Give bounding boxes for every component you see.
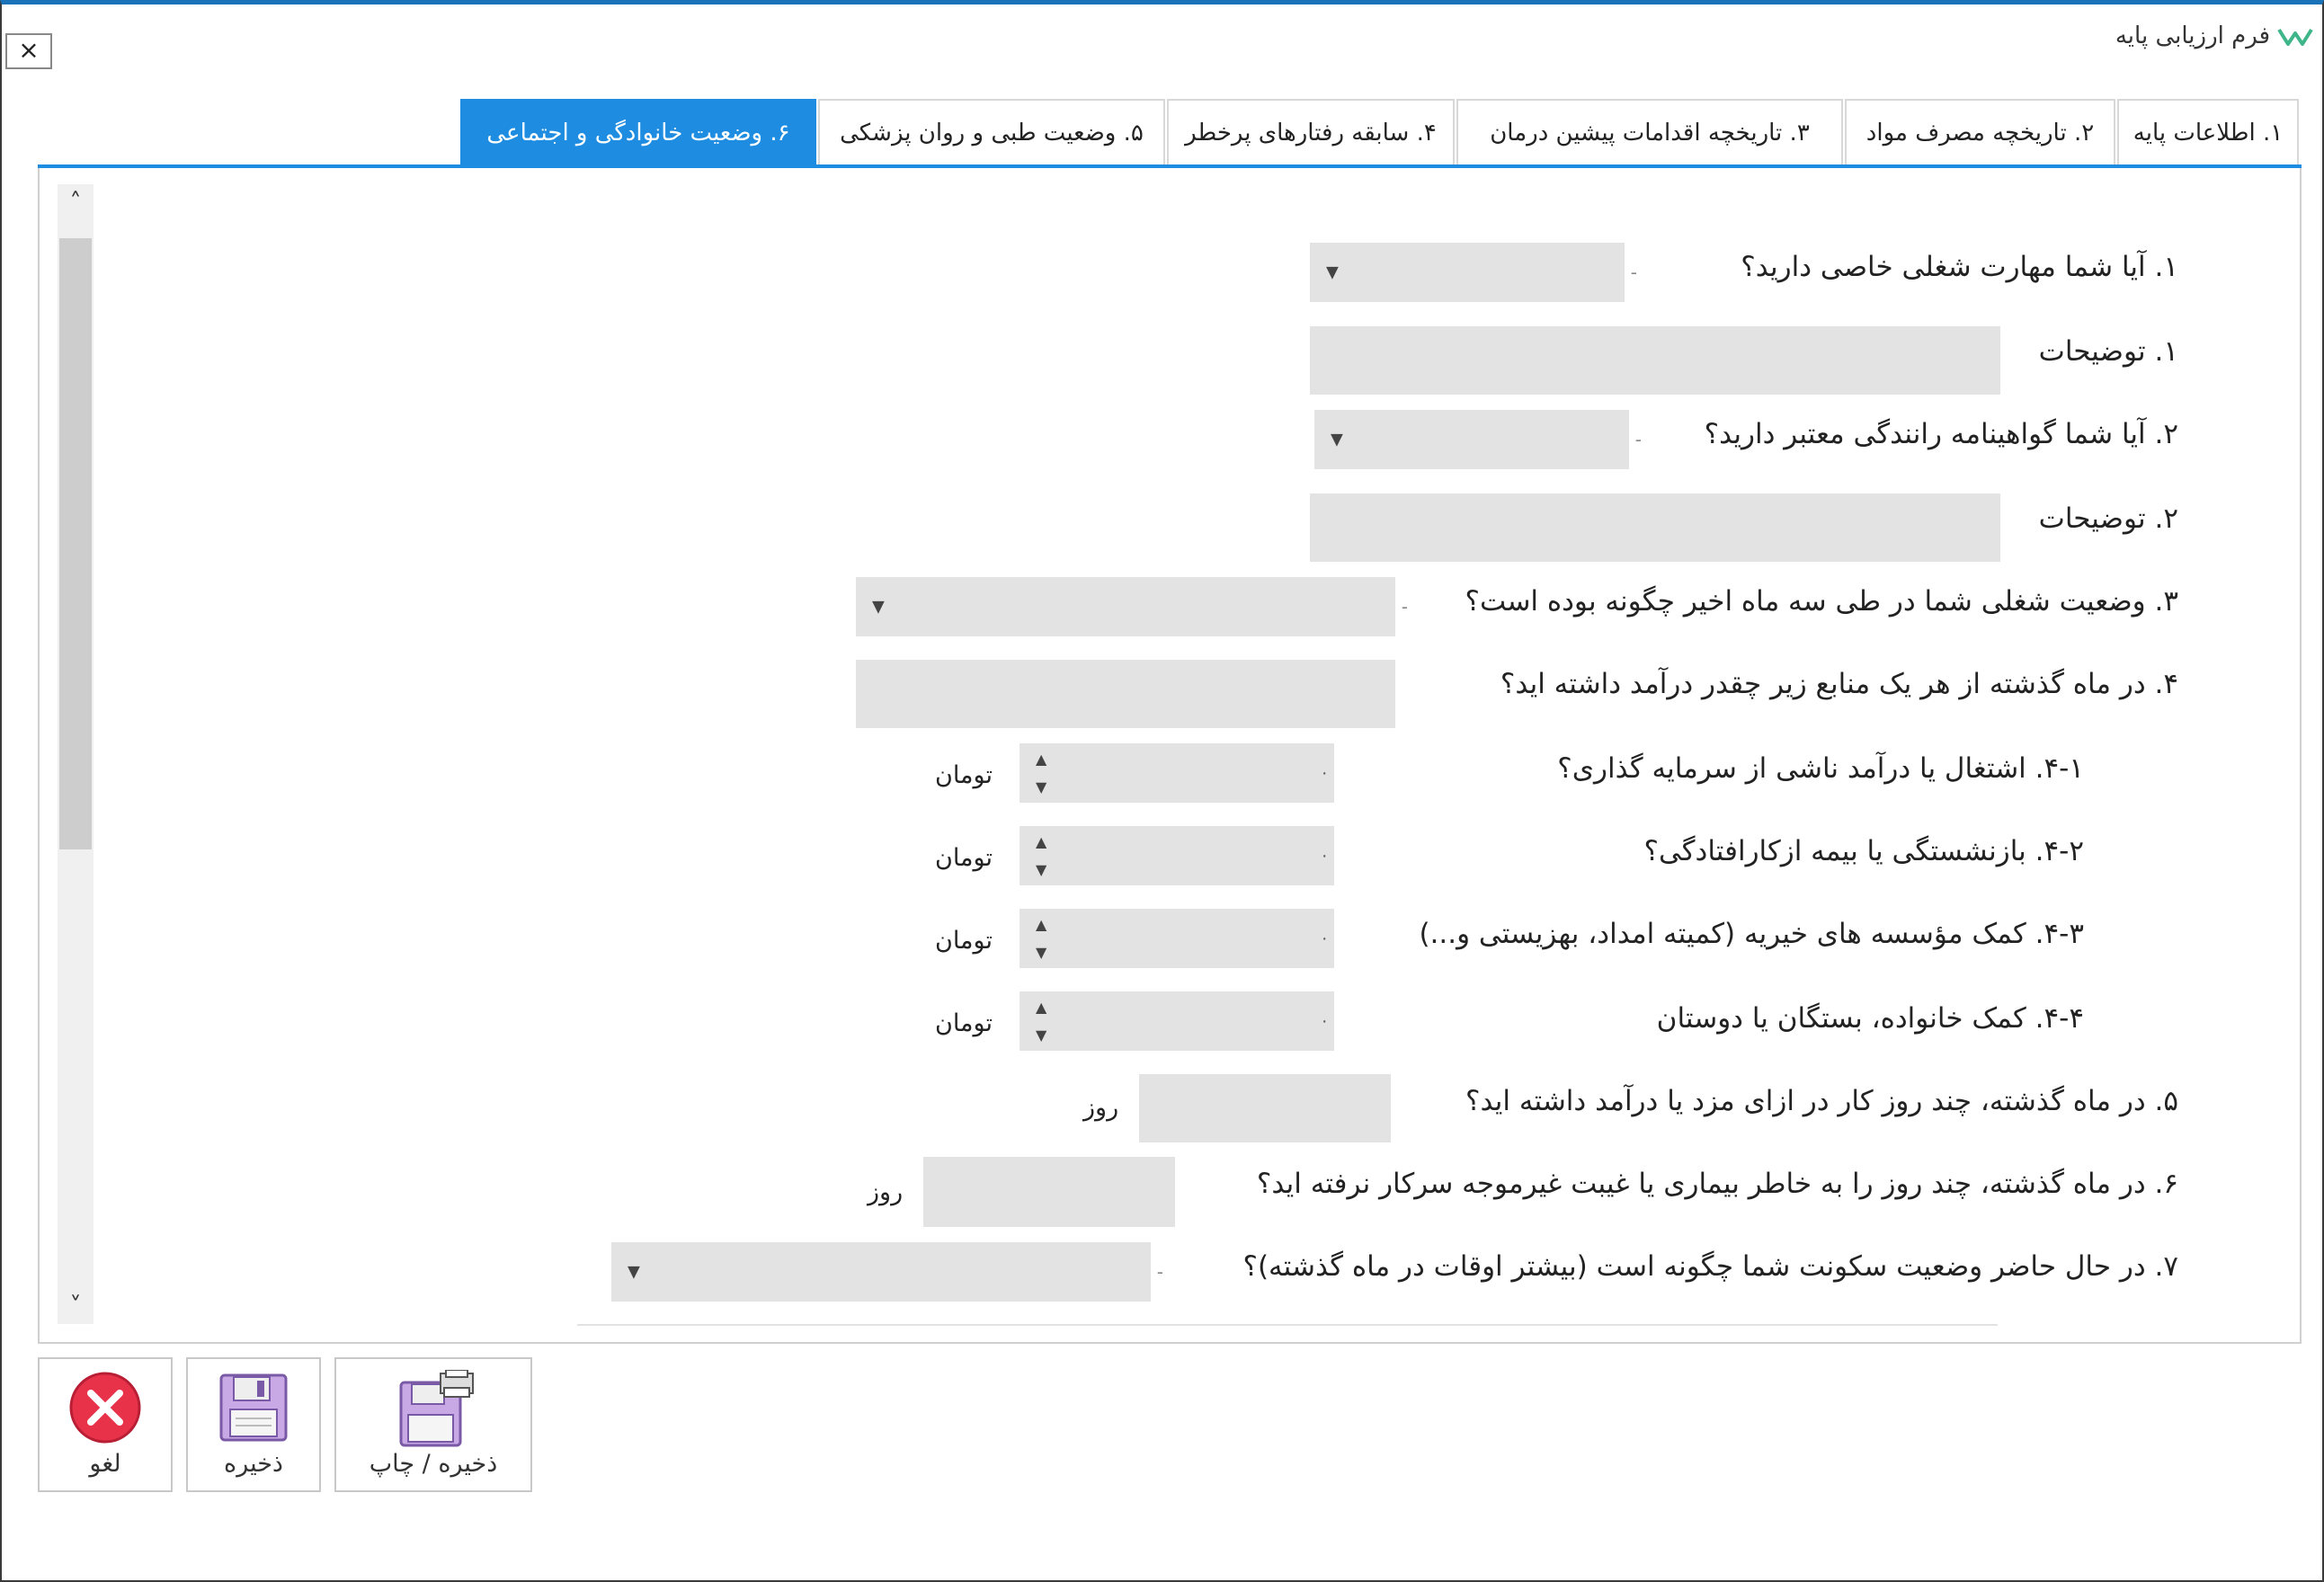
scroll-up-icon[interactable]: ˄ [69,189,82,216]
q1-select[interactable]: ▼ - [1310,243,1625,302]
q6-label: ۶. در ماه گذشته، چند روز را به خاطر بیماری یا غیبت غیرموجه سرکار نرفته اید؟ [1256,1168,2178,1200]
q7-label: ۷. در حال حاضر وضعیت سکونت شما چگونه است (بیشتر اوقات در ماه گذشته)؟ [1242,1250,2178,1283]
q7-select[interactable]: ▼ - [611,1242,1151,1302]
vertical-scrollbar[interactable] [58,184,93,1324]
q4-2-label: ۴-۲. بازنشستگی یا بیمه ازکارافتادگی؟ [1643,835,2084,867]
q5-label: ۵. در ماه گذشته، چند روز کار در ازای مزد یا درآمد داشته اید؟ [1465,1085,2178,1117]
close-button[interactable]: × [5,33,52,69]
chevron-down-icon: ▼ [1326,262,1339,282]
q4-2-spinner[interactable]: ▲ ▼ ۰ [1020,826,1334,885]
scroll-thumb[interactable] [59,238,92,849]
spin-down-icon[interactable]: ▼ [1036,778,1047,795]
currency-unit: تومان [935,761,993,789]
q2-select[interactable]: ▼ - [1314,410,1629,469]
scroll-down-icon[interactable]: ˅ [69,1293,82,1320]
q4-1-label: ۴-۱. اشتغال یا درآمد ناشی از سرمایه گذاری؟ [1557,752,2084,785]
save-print-button[interactable]: ذخیره / چاپ [334,1357,532,1492]
cancel-button[interactable]: لغو [38,1357,173,1492]
q1-label: ۱. آیا شما مهارت شغلی خاصی دارید؟ [1741,251,2178,283]
tab-family-social[interactable]: ۶. وضعیت خانوادگی و اجتماعی [460,99,816,165]
chevron-down-icon: ▼ [872,597,885,617]
q2-desc-input[interactable] [1310,493,2000,562]
currency-unit: تومان [935,844,993,872]
cancel-icon [67,1370,143,1445]
chevron-down-icon: ▼ [1331,430,1343,449]
day-unit: روز [868,1178,904,1206]
tab-risk-behaviors[interactable]: ۴. سابقه رفتارهای پرخطر [1167,99,1455,165]
q3-label: ۳. وضعیت شغلی شما در طی سه ماه اخیر چگونه بوده است؟ [1465,585,2178,618]
spin-down-icon[interactable]: ▼ [1036,1027,1047,1044]
q4-3-label: ۴-۳. کمک مؤسسه های خیریه (کمیته امداد، بهزیستی و...) [1419,918,2084,950]
spin-down-icon[interactable]: ▼ [1036,861,1047,878]
spin-up-icon[interactable]: ▲ [1036,833,1047,850]
q6-input[interactable] [923,1157,1175,1227]
save-print-icon [390,1370,476,1451]
tab-treatment-history[interactable]: ۳. تاریخچه اقدامات پیشین درمان [1456,99,1843,165]
q2-label: ۲. آیا شما گواهینامه رانندگی معتبر دارید؟ [1704,418,2178,450]
q4-label: ۴. در ماه گذشته از هر یک منابع زیر چقدر درآمد داشته اید؟ [1500,668,2178,700]
q2-desc-label: ۲. توضیحات [2038,502,2178,535]
q4-3-spinner[interactable]: ▲ ▼ ۰ [1020,909,1334,968]
q4-total-input[interactable] [856,660,1395,728]
q4-1-spinner[interactable]: ▲ ▼ ۰ [1020,743,1334,803]
chevron-down-icon: ▼ [628,1262,640,1282]
currency-unit: تومان [935,927,993,955]
tab-medical-psychiatric[interactable]: ۵. وضعیت طبی و روان پزشکی [818,99,1165,165]
day-unit: روز [1083,1094,1119,1122]
tab-substance-history[interactable]: ۲. تاریخچه مصرف مواد [1845,99,2115,165]
app-logo-icon [2275,21,2315,53]
q1-desc-input[interactable] [1310,326,2000,395]
spin-up-icon[interactable]: ▲ [1036,751,1047,768]
spin-up-icon[interactable]: ▲ [1036,916,1047,933]
floppy-disk-icon [216,1370,291,1445]
q5-input[interactable] [1139,1074,1391,1142]
window-title: فرم ارزیابی پایه [2115,22,2270,49]
tab-bar [460,99,2299,167]
spin-up-icon[interactable]: ▲ [1036,999,1047,1016]
separator [577,1324,1998,1326]
q4-4-label: ۴-۴. کمک خانواده، بستگان یا دوستان [1656,1002,2084,1035]
tab-basic-info[interactable]: ۱. اطلاعات پایه [2117,99,2299,165]
q1-desc-label: ۱. توضیحات [2038,335,2178,368]
spin-down-icon[interactable]: ▼ [1036,944,1047,961]
save-button[interactable]: ذخیره [186,1357,321,1492]
q4-4-spinner[interactable]: ▲ ▼ ۰ [1020,991,1334,1051]
currency-unit: تومان [935,1009,993,1037]
q3-select[interactable]: ▼ - [856,577,1395,636]
